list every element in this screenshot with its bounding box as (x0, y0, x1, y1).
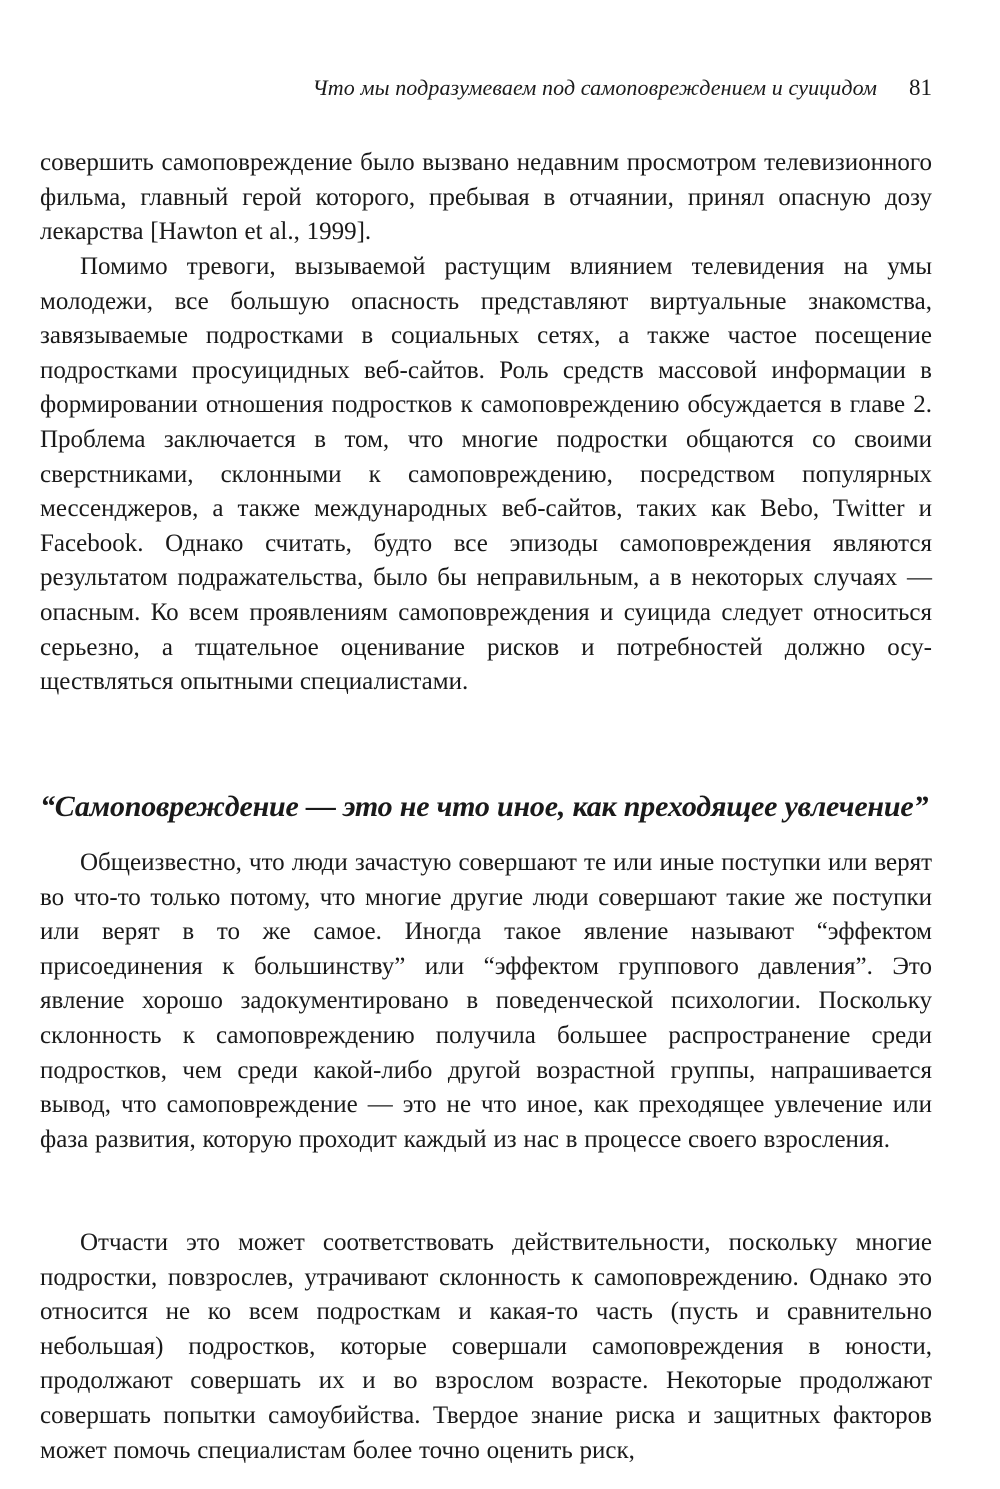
running-header (40, 72, 932, 104)
running-title: Что мы подразумеваем под самоповреждением и суицидом (312, 75, 877, 100)
section-heading: “Самоповреждение — это не что иное, как преходящее увлечение” (40, 789, 929, 823)
paragraph-3: Общеизвестно, что люди зачастую совершают те или иные поступки или верят во что-то только потому, что многие другие люди совершают такие же поступки или верят в то же самое. Иногда такое явление называют “эффектом присоединения к большинству” или “эффектом группового давления”. Это явление хорошо задокументировано в поведенческой психологии. Поскольку склонность к самоповреждению получила большее распространение среди подростков, чем среди какой-либо другой возрастной группы, напрашивается вывод, что самоповреждение — это не что иное, как преходящее увлечение или фаза развития, которую проходит каждый из нас в процессе своего взросления. (40, 849, 932, 1153)
page-number: 81 (909, 75, 932, 100)
paragraph-4: Отчасти это может соответствовать действительности, поскольку многие подростки, повзрослев, утрачивают склонность к самоповреждению. Однако это относится не ко всем подросткам и какая-то часть (пусть и сравнительно небольшая) подростков, которые совершали самоповреждения в юности, продолжают совершать их и во взрослом возрасте. Некоторые продолжают совершать попытки самоубийства. Твердое знание риска и защитных факторов может помочь специалистам более точно оценить риск, (40, 1229, 932, 1464)
paragraph-2: Помимо тревоги, вызываемой растущим влиянием телевидения на умы молодежи, все большую опасность представляют виртуальные знакомства, завязываемые подростками в социальных сетях, а также частое посещение подростками просуицидных веб-сайтов. Роль средств массовой информации в формировании отношения подростков к самоповреждению обсуждается в главе 2. Проблема заключается в том, что многие подростки общаются со своими сверстниками, склонными к самоповреждению, посредством популярных мессенджеров, а также международных веб-сайтов, таких как Bebo, Twitter и Facebook. Однако считать, будто все эпизоды самоповреждения являются результатом подражательства, было бы неправильным, а в некоторых случаях — опасным. Ко всем проявлениям самоповреждения и суицида следует относиться серьезно, а тщательное оценивание рисков и потребностей должно осуществляться опытными специалистами. (40, 253, 932, 696)
paragraph-1: совершить самоповреждение было вызвано недавним просмотром телевизионного фильма, главный герой которого, пребывая в отчаянии, принял опасную дозу лекарства [Hawton et al., 1999]. (40, 149, 932, 246)
